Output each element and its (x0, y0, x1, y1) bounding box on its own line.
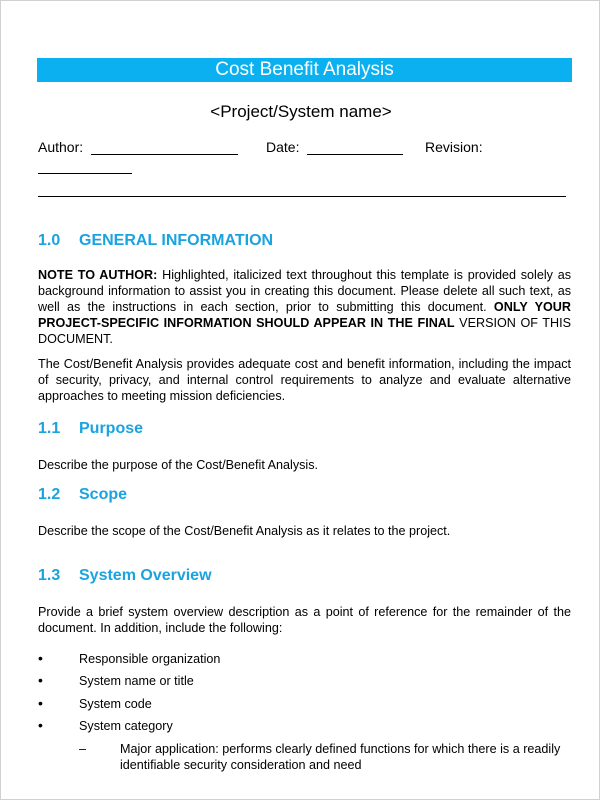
header-divider (38, 196, 566, 197)
revision-blank (38, 158, 132, 174)
bullet-icon: • (38, 672, 43, 688)
note-to-author: NOTE TO AUTHOR: Highlighted, italicized text throughout this template is provided solely as background information to assist you in creating this document. Please delete all such text, as well as the instructions in each section, prior to submitting this document. ONLY YOUR PROJECT-SPECIFIC INFORMATION SHOULD APPEAR IN THE FINAL VERSION OF THIS DOCUMENT. (38, 268, 572, 346)
system-overview-body: Provide a brief system overview description as a point of reference for the remainder of the document. In addition, include the following: (38, 605, 571, 635)
bullet-icon: • (38, 650, 43, 666)
date-blank (307, 139, 403, 155)
section-heading-1-0: 1.0 GENERAL INFORMATION (38, 232, 274, 249)
intro-paragraph: The Cost/Benefit Analysis provides adequate cost and benefit information, including the impact of security, privacy, and internal control requirements to analyze and evaluate alternative approaches to meeting mission deficiencies. (38, 357, 571, 403)
section-heading-1-2: 1.2 Scope (38, 486, 128, 503)
project-name: <Project/System name> (210, 102, 392, 121)
revision-field[interactable] (425, 139, 483, 155)
section-heading-1-3: 1.3 System Overview (38, 567, 212, 584)
section-heading-1-1: 1.1 Purpose (38, 420, 144, 437)
dash-icon: – (79, 742, 87, 756)
author-field[interactable] (38, 139, 238, 155)
document-title: Cost Benefit Analysis (37, 58, 572, 82)
author-label: Author: (38, 139, 84, 155)
date-label: Date: (266, 139, 300, 155)
scope-body: Describe the scope of the Cost/Benefit Analysis as it relates to the project. (38, 524, 451, 538)
bullet-icon: • (38, 717, 43, 733)
bullet-icon: • (38, 695, 43, 711)
revision-label: Revision: (425, 139, 483, 155)
author-blank (91, 139, 238, 155)
purpose-body: Describe the purpose of the Cost/Benefit Analysis. (38, 458, 319, 472)
date-field[interactable] (266, 139, 403, 155)
document-page: Cost Benefit Analysis <Project/System name> Author: Date: Revision: 1.0 GENERAL INFORMATION NOTE TO AUTHOR: Highlighted, italicized text throughout this template is provided solely as background information to assist you in creating this document. Please delete all such text, as well as the instructions in each section, prior to submitting this document. ONLY YOUR PROJECT-SPECIFIC INFORMATION SHOULD APPEAR IN THE FINAL VERSION OF THIS DOCUMENT. The Cost/Benefit Analysis provides adequate cost and benefit information, including the impact of security, privacy, and internal control requirements to analyze and evaluate alternative approaches to meeting mission deficiencies. 1.1 Purpose Describe the purpose of the Cost/Benefit Analysis. 1.2 Scope Describe the scope of the Cost/Benefit Analysis as it relates to the project. 1.3 System Overview Provide a brief system overview description as a point of reference for the remainder of the document. In addition, include the following: • Responsible organization • System name or title • System code • System category – Major application: performs clearly defined functions for which there is a readily identifiable security consideration and need (0, 0, 600, 800)
